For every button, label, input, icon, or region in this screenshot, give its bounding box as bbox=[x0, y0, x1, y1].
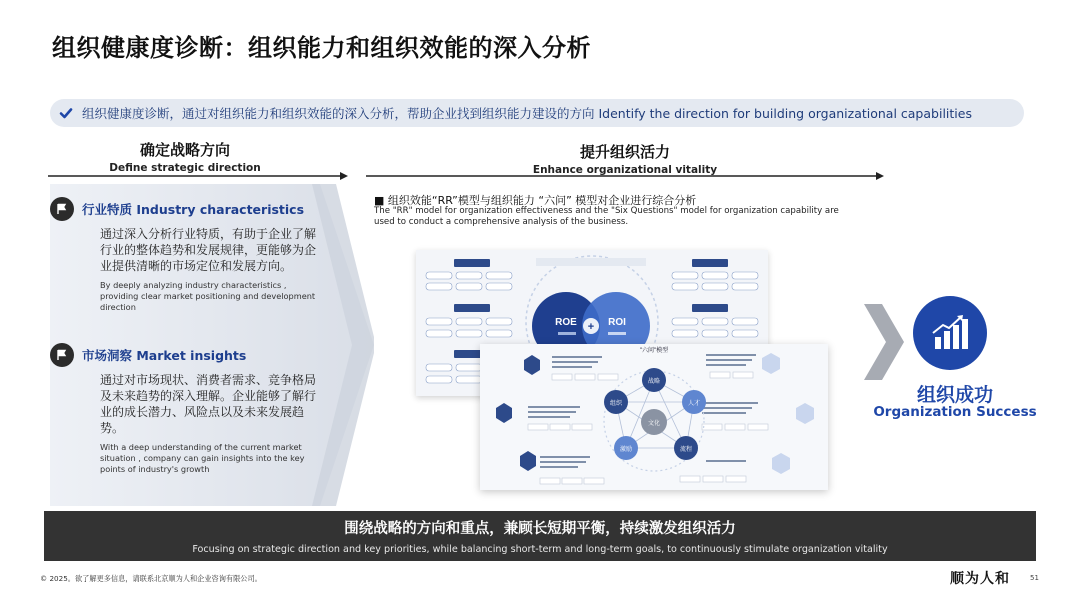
node-process: 流程 bbox=[679, 447, 693, 453]
six-questions-label: "六问"模型 bbox=[639, 348, 669, 354]
market-en: With a deep understanding of the current market situation , company can gain insights into the key points of industry's growth bbox=[100, 442, 305, 474]
six-questions-diagram bbox=[480, 344, 828, 490]
node-culture: 文化 bbox=[647, 421, 661, 427]
market-section bbox=[50, 344, 320, 475]
footer-copyright: © 2025。欲了解更多信息，请联系北京顺为人和企业咨询有限公司。 bbox=[40, 574, 262, 583]
page-number: 51 bbox=[1030, 574, 1039, 582]
stage-define-zh: 确定战略方向 bbox=[139, 141, 230, 159]
stage-define bbox=[60, 139, 310, 174]
bullet-icon: ■ bbox=[374, 194, 385, 207]
roe-label: ROE bbox=[555, 317, 577, 328]
conclusion-zh: 围绕战略的方向和重点，兼顾长短期平衡，持续激发组织活力 bbox=[344, 521, 736, 537]
summary-banner bbox=[50, 99, 1024, 127]
flag-icon bbox=[50, 343, 74, 367]
success-title-en: Organization Success bbox=[873, 404, 1037, 420]
industry-en: By deeply analyzing industry characteristics , providing clear market positioning and development direction bbox=[100, 280, 316, 312]
model-title-zh: 组织效能“RR”模型与组织能力 “六问” 模型对企业进行综合分析 bbox=[387, 194, 697, 207]
stage-enhance-zh: 提升组织活力 bbox=[579, 143, 670, 161]
industry-section bbox=[50, 198, 320, 313]
chevron-right-icon bbox=[862, 302, 906, 382]
check-icon bbox=[58, 105, 74, 121]
flag-icon bbox=[50, 197, 74, 221]
stage-define-en: Define strategic direction bbox=[109, 162, 261, 174]
node-strategy: 战略 bbox=[647, 379, 661, 385]
page-title: 组织健康度诊断：组织能力和组织效能的深入分析 bbox=[52, 34, 591, 62]
stage-enhance-en: Enhance organizational vitality bbox=[532, 164, 718, 176]
industry-zh: 通过深入分析行业特质，有助于企业了解行业的整体趋势和发展规律，更能够为企业提供清晰的市场定位和发展方向。 bbox=[100, 227, 317, 273]
brand-logo: 顺为人和 bbox=[950, 571, 1010, 587]
industry-header: 行业特质 Industry characteristics bbox=[82, 202, 305, 217]
node-talent: 人才 bbox=[687, 401, 701, 407]
banner-text: 组织健康度诊断，通过对组织能力和组织效能的深入分析，帮助企业找到组织能力建设的方向 Identify the direction for building organizational capabilities bbox=[82, 106, 972, 121]
conclusion-bar bbox=[44, 511, 1036, 561]
roi-label: ROI bbox=[608, 317, 626, 328]
node-incentive: 激励 bbox=[619, 447, 633, 453]
strategy-panel bbox=[50, 184, 374, 506]
conclusion-en: Focusing on strategic direction and key priorities, while balancing short-term and long-term goals, to continuously stimulate organization vitality bbox=[192, 544, 888, 555]
stage-enhance bbox=[500, 141, 750, 176]
market-zh: 通过对市场现状、消费者需求、竞争格局及未来趋势的深入理解。企业能够了解行业的成长潜力、风险点以及未来发展趋势。 bbox=[100, 373, 317, 435]
market-header: 市场洞察 Market insights bbox=[82, 348, 247, 363]
node-organization: 组织 bbox=[609, 401, 623, 407]
model-description: The "RR" model for organization effectiveness and the "Six Questions" model for organization capability are used to conduct a comprehensive analysis of the business. bbox=[374, 206, 839, 227]
growth-chart-icon bbox=[913, 296, 987, 370]
plus-label: + bbox=[587, 321, 595, 333]
success-title-zh: 组织成功 bbox=[916, 384, 993, 406]
